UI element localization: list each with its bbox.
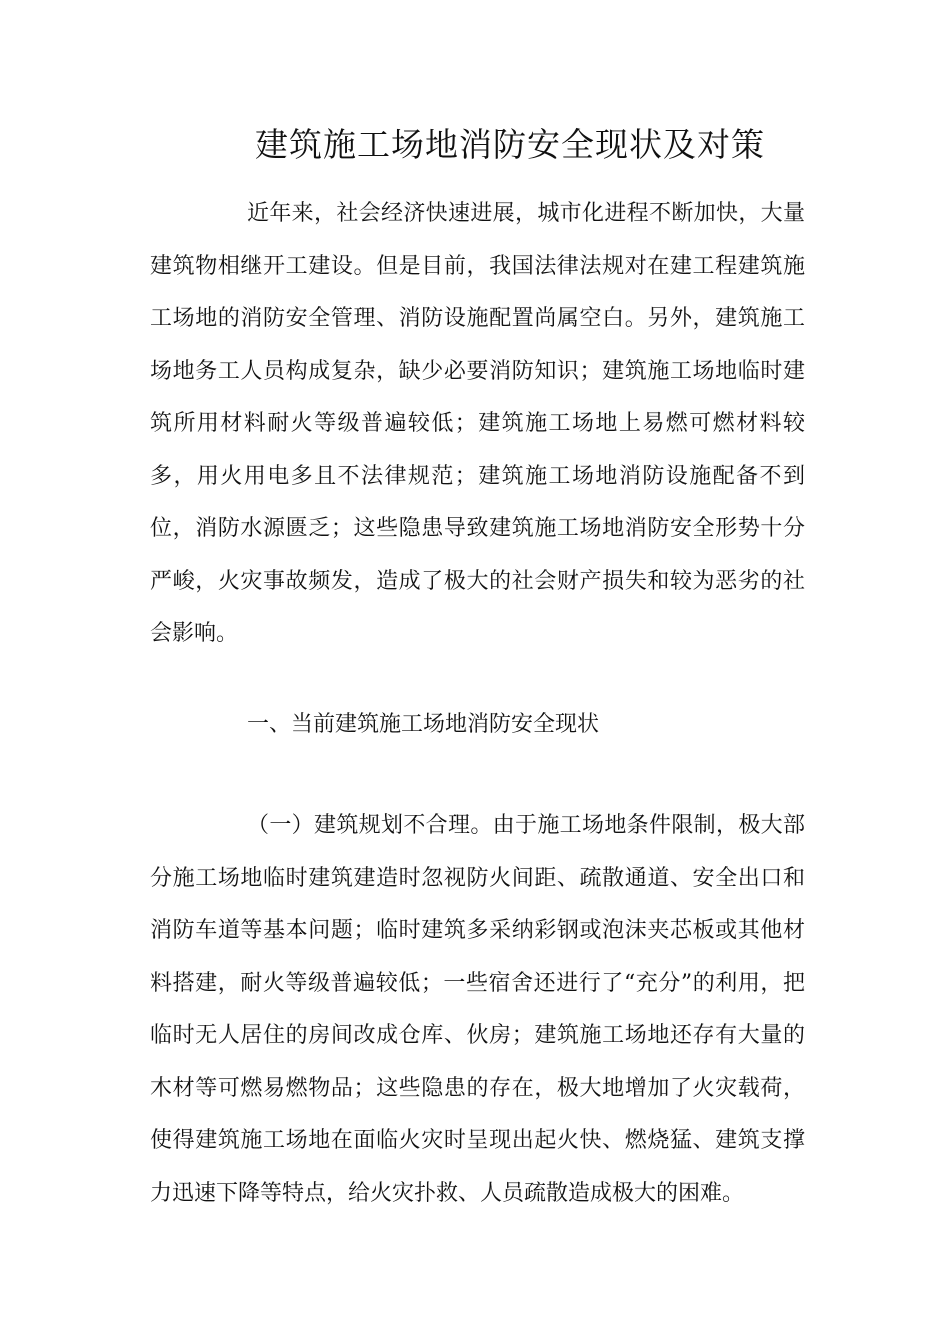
section-heading: 一、当前建筑施工场地消防安全现状 xyxy=(247,712,600,737)
intro-paragraph: 近年来，社会经济快速进展，城市化进程不断加快，大量建筑物相继开工建设。但是目前，我国法律法规对在建工程建筑施工场地的消防安全管理、消防设施配置尚属空白。另外，建筑施工场地务工人员构成复杂，缺少必要消防知识；建筑施工场地临时建筑所用材料耐火等级普遍较低；建筑施工场地上易燃可燃材料较多，用火用电多且不法律规范；建筑施工场地消防设施配备不到位，消防水源匮乏；这些隐患导致建筑施工场地消防安全形势十分严峻，火灾事故频发，造成了极大的社会财产损失和较为恶劣的社会影响。 xyxy=(150,201,805,646)
section-paragraph: （一）建筑规划不合理。由于施工场地条件限制，极大部分施工场地临时建筑建造时忽视防火间距、疏散通道、安全出口和消防车道等基本问题；临时建筑多采纳彩钢或泡沫夹芯板或其他材料搭建，耐火等级普遍较低；一些宿舍还进行了“充分”的利用，把临时无人居住的房间改成仓库、伙房；建筑施工场地还存有大量的木材等可燃易燃物品；这些隐患的存在，极大地增加了火灾载荷，使得建筑施工场地在面临火灾时呈现出起火快、燃烧猛、建筑支撑力迅速下降等特点，给火灾扑救、人员疏散造成极大的困难。 xyxy=(150,813,805,1206)
document-title: 建筑施工场地消防安全现状及对策 xyxy=(255,125,765,164)
